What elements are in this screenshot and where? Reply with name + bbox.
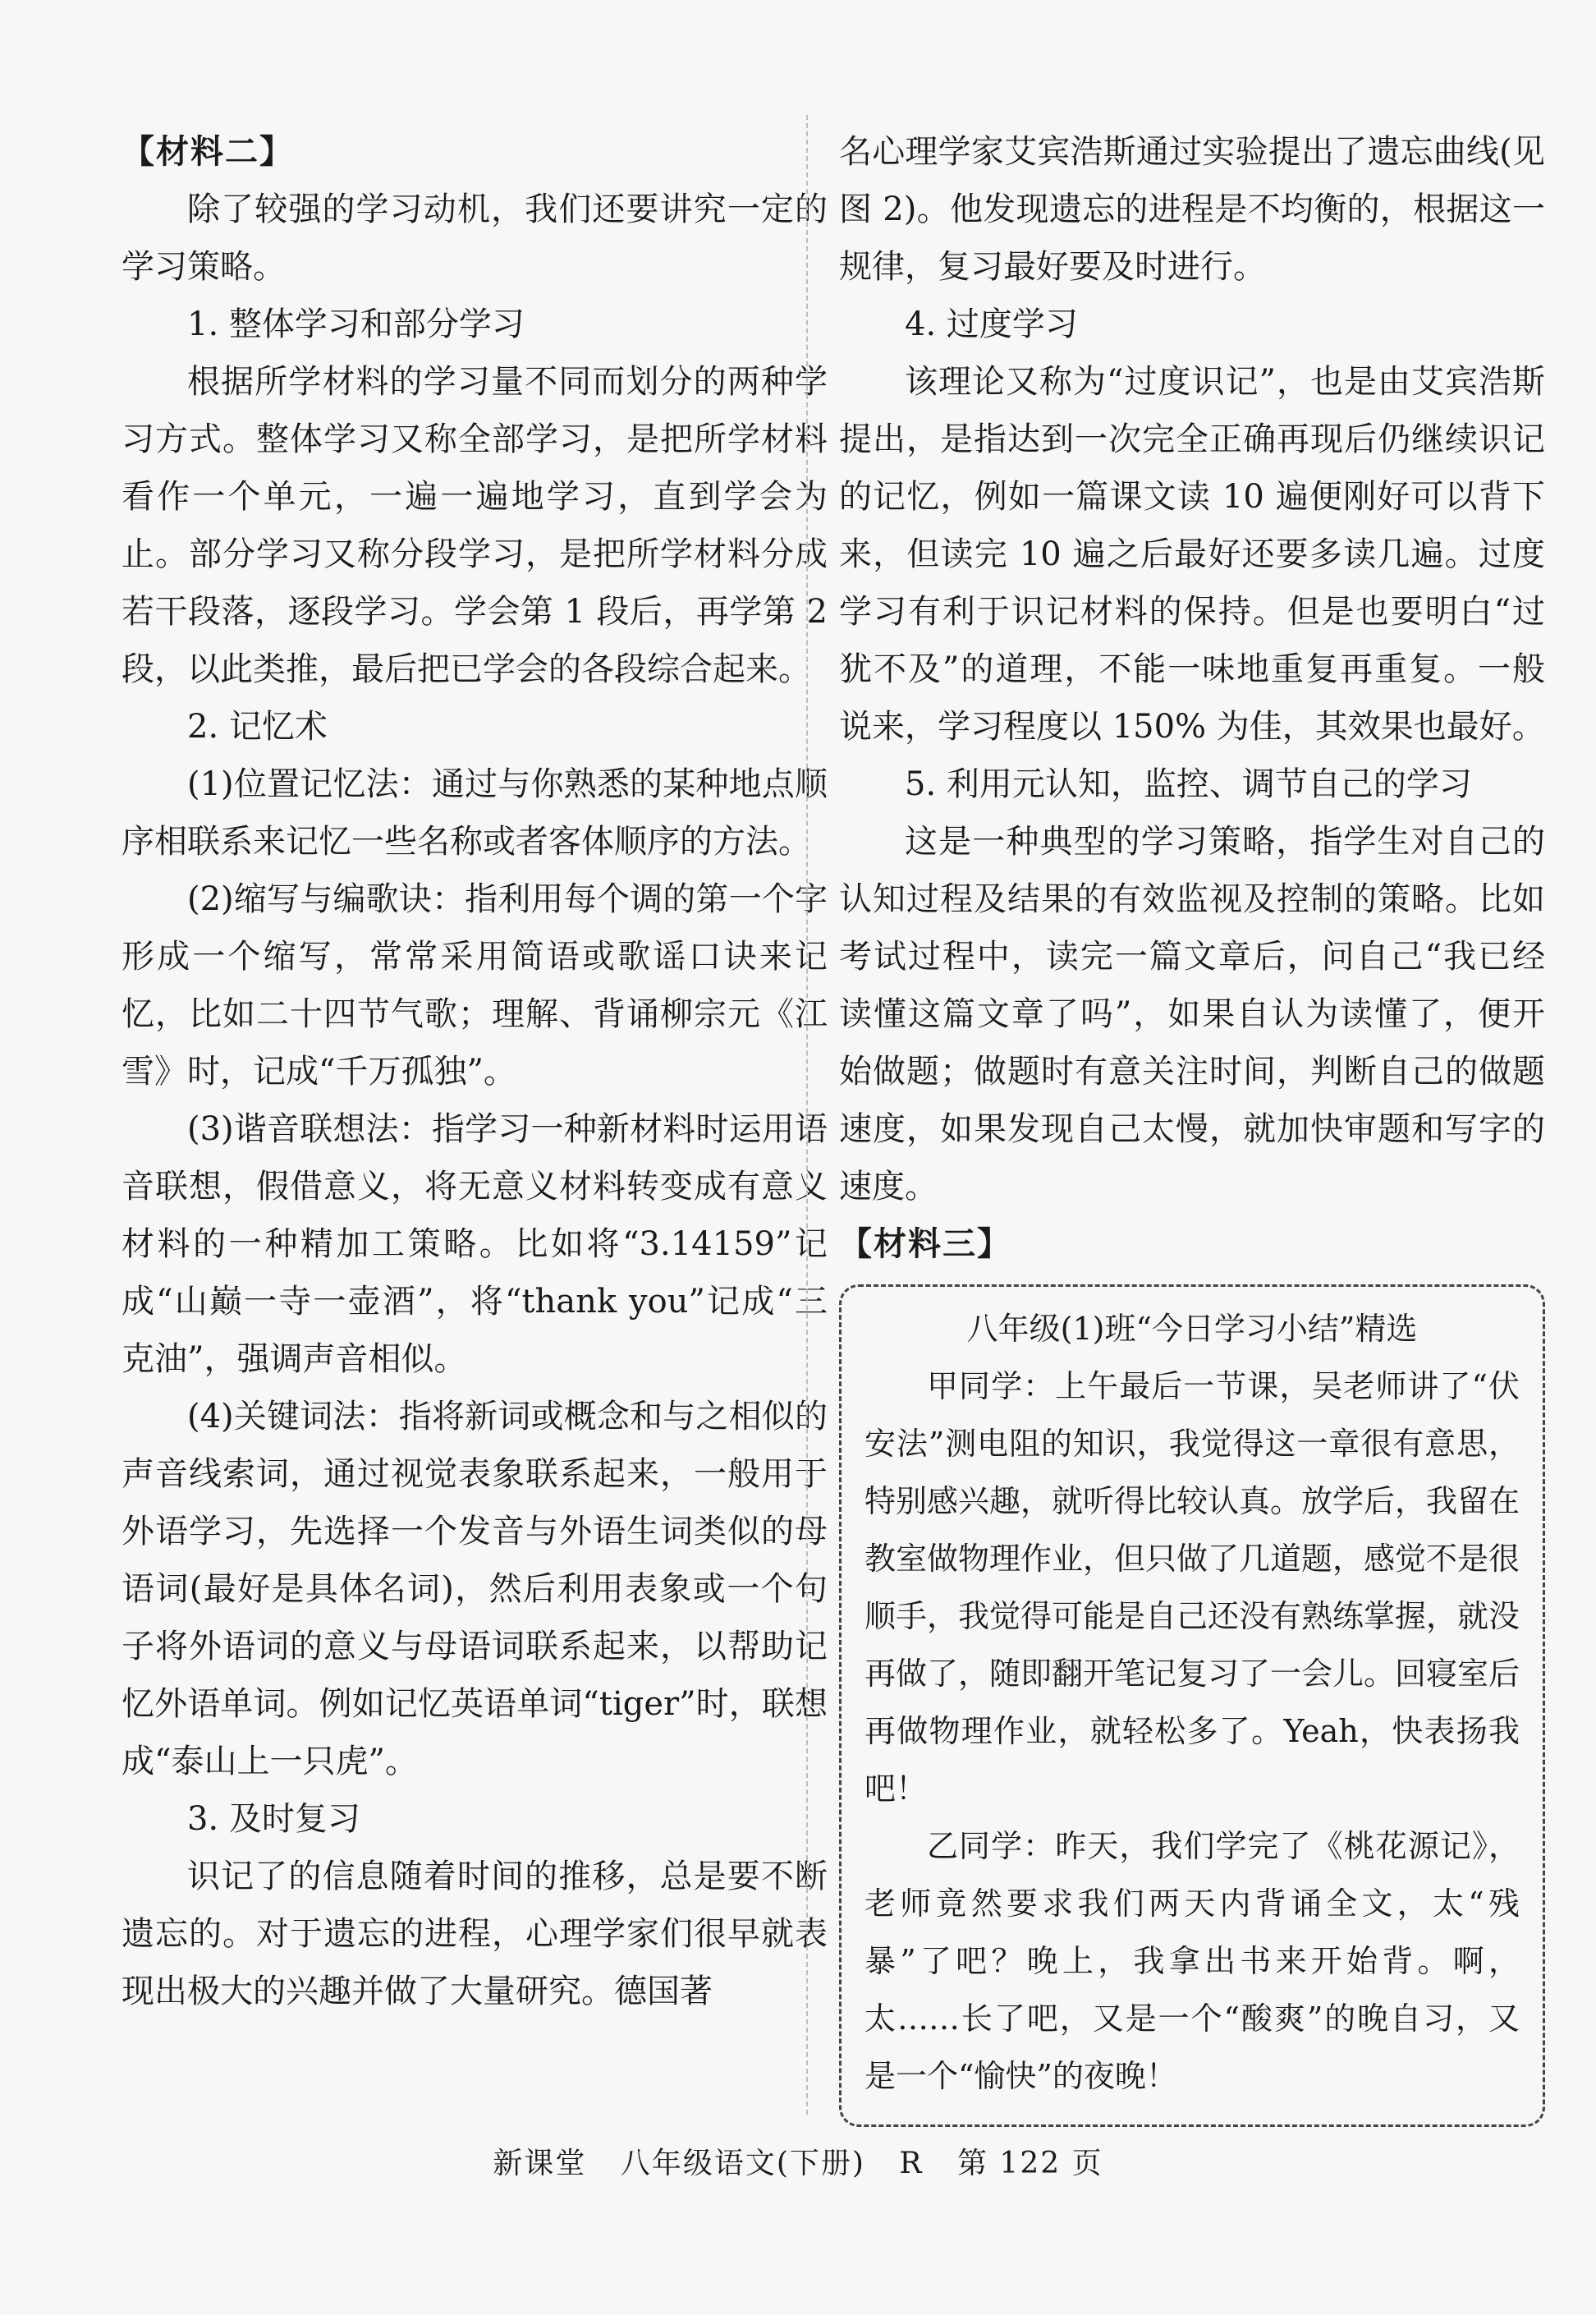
right-column — [839, 123, 1545, 2127]
material-three-title: 【材料三】 — [839, 1225, 1011, 1263]
section-3-body: 识记了的信息随着时间的推移，总是要不断遗忘的。对于遗忘的进程，心理学家们很早就表现出极大的兴趣并做了大量研究。德国著 — [122, 1858, 828, 2010]
section-1-heading: 1. 整体学习和部分学习 — [187, 305, 525, 343]
section-4-heading: 4. 过度学习 — [905, 305, 1078, 343]
section-3-continuation: 名心理学家艾宾浩斯通过实验提出了遗忘曲线(见图 2)。他发现遗忘的进程是不均衡的，根据这一规律，复习最好要及时进行。 — [839, 133, 1545, 286]
student-b-summary: 乙同学：昨天，我们学完了《桃花源记》，老师竟然要求我们两天内背诵全文，太“残暴”了吧？晚上，我拿出书来开始背。啊，太……长了吧，又是一个“酸爽”的晚自习，又是一个“愉快”的夜晚！ — [864, 1828, 1520, 2094]
intro-paragraph: 除了较强的学习动机，我们还要讲究一定的学习策略。 — [122, 191, 828, 286]
box-title: 八年级(1)班“今日学习小结”精选 — [966, 1311, 1418, 1347]
section-3-heading: 3. 及时复习 — [187, 1800, 360, 1838]
footer-book-name: 新课堂 — [493, 2147, 587, 2180]
student-a-summary: 甲同学：上午最后一节课，吴老师讲了“伏安法”测电阻的知识，我觉得这一章很有意思，特别感兴趣，就听得比较认真。放学后，我留在教室做物理作业，但只做了几道题，感觉不是很顺手，我觉得可能是自己还没有熟练掌握，就没再做了，随即翻开笔记复习了一会儿。回寝室后再做物理作业，就轻松多了。Yeah，快表扬我吧！ — [864, 1368, 1520, 1807]
material-two-title: 【材料二】 — [122, 133, 294, 171]
section-5-heading: 5. 利用元认知，监控、调节自己的学习 — [905, 765, 1472, 803]
page-footer — [0, 2139, 1596, 2189]
section-5-body: 这是一种典型的学习策略，指学生对自己的认知过程及结果的有效监视及控制的策略。比如考试过程中，读完一篇文章后，问自己“我已经读懂这篇文章了吗”，如果自认为读懂了，便开始做题；做题时有意关注时间，判断自己的做题速度，如果发现自己太慢，就加快审题和写字的速度。 — [839, 823, 1545, 1206]
section-2-item-4: (4)关键词法：指将新词或概念和与之相似的声音线索词，通过视觉表象联系起来，一般用于外语学习，先选择一个发音与外语生词类似的母语词(最好是具体名词)，然后利用表象或一个句子将外语词的意义与母语词联系起来，以帮助记忆外语单词。例如记忆英语单词“tiger”时，联想成“泰山上一只虎”。 — [122, 1398, 828, 1780]
section-2-item-2: (2)缩写与编歌诀：指利用每个调的第一个字形成一个缩写，常常采用简语或歌谣口诀来记忆，比如二十四节气歌；理解、背诵柳宗元《江雪》时，记成“千万孤独”。 — [122, 880, 828, 1091]
study-summary-box — [839, 1284, 1545, 2127]
left-column — [122, 123, 828, 2020]
section-4-body: 该理论又称为“过度识记”，也是由艾宾浩斯提出，是指达到一次完全正确再现后仍继续识记的记忆，例如一篇课文读 10 遍便刚好可以背下来，但读完 10 遍之后最好还要多读几遍。过度学习有利于识记材料的保持。但是也要明白“过犹不及”的道理，不能一味地重复再重复。一般说来，学习程度以 150% 为佳，其效果也最好。 — [839, 363, 1545, 746]
section-2-item-3: (3)谐音联想法：指学习一种新材料时运用语音联想，假借意义，将无意义材料转变成有意义材料的一种精加工策略。比如将“3.14159”记成“山巅一寺一壶酒”，将“thank you”记成“三克油”，强调声音相似。 — [122, 1110, 828, 1378]
column-divider — [806, 115, 808, 2115]
footer-page-number: 第 122 页 — [956, 2147, 1103, 2180]
section-1-body: 根据所学材料的学习量不同而划分的两种学习方式。整体学习又称全部学习，是把所学材料看作一个单元，一遍一遍地学习，直到学会为止。部分学习又称分段学习，是把所学材料分成若干段落，逐段学习。学会第 1 段后，再学第 2 段，以此类推，最后把已学会的各段综合起来。 — [122, 363, 828, 688]
footer-edition: R — [899, 2147, 924, 2180]
section-2-heading: 2. 记忆术 — [187, 708, 328, 746]
footer-subject: 八年级语文(下册) — [620, 2147, 865, 2180]
section-2-item-1: (1)位置记忆法：通过与你熟悉的某种地点顺序相联系来记忆一些名称或者客体顺序的方法。 — [122, 765, 828, 861]
